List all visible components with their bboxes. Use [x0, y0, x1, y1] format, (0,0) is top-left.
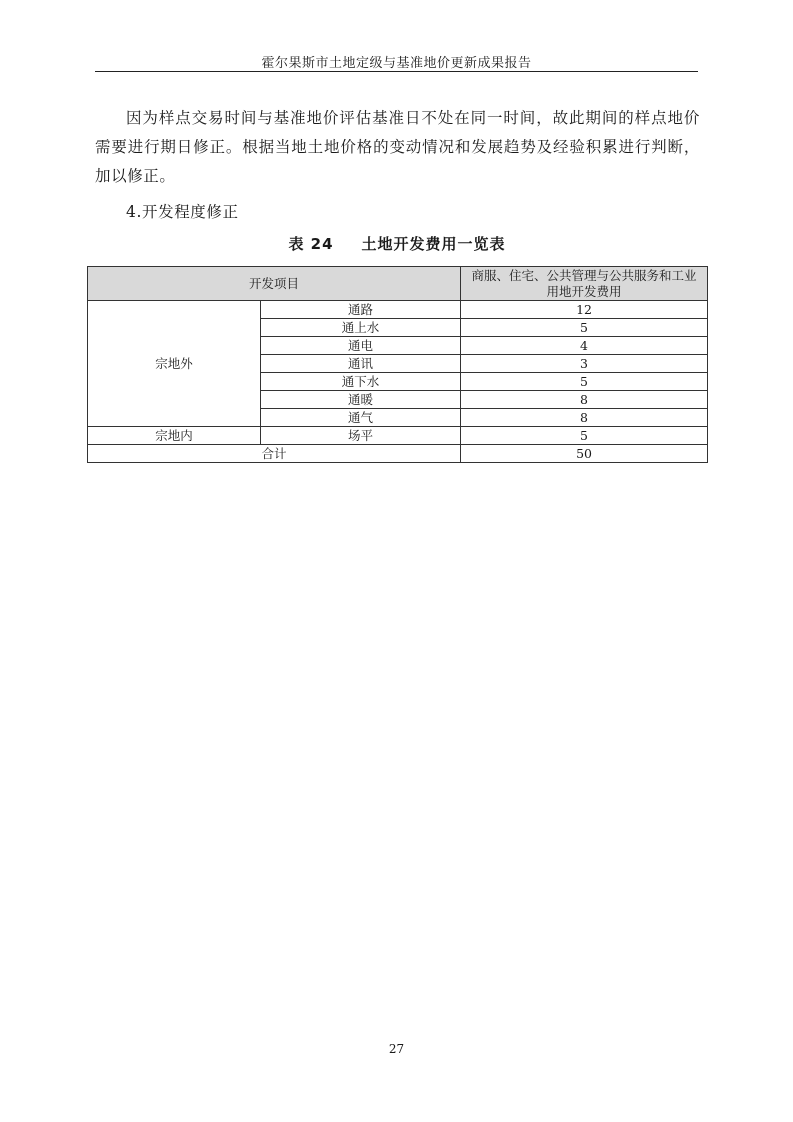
body-paragraph: 因为样点交易时间与基准地价评估基准日不处在同一时间，故此期间的样点地价需要进行期日修正。根据当地土地价格的变动情况和发展趋势及经验积累进行判断，加以修正。 — [95, 109, 700, 185]
row-item: 通电 — [261, 337, 461, 355]
group-inner-label: 宗地内 — [88, 427, 261, 445]
table-caption-title: 土地开发费用一览表 — [361, 235, 506, 253]
table-caption — [87, 233, 707, 254]
row-value: 12 — [461, 301, 708, 319]
table-row — [88, 301, 708, 319]
total-label: 合计 — [88, 445, 461, 463]
table-header-row — [88, 267, 708, 301]
total-value: 50 — [461, 445, 708, 463]
row-value: 4 — [461, 337, 708, 355]
row-item: 通气 — [261, 409, 461, 427]
row-item: 通下水 — [261, 373, 461, 391]
row-value: 3 — [461, 355, 708, 373]
row-item: 通上水 — [261, 319, 461, 337]
row-item: 通暖 — [261, 391, 461, 409]
header-divider — [95, 71, 698, 72]
table-row — [88, 427, 708, 445]
row-value: 8 — [461, 409, 708, 427]
table-caption-number: 表 24 — [288, 235, 334, 253]
row-value: 8 — [461, 391, 708, 409]
row-value: 5 — [461, 373, 708, 391]
row-item: 通路 — [261, 301, 461, 319]
page-number: 27 — [388, 1042, 405, 1056]
running-header-title: 霍尔果斯市土地定级与基准地价更新成果报告 — [261, 56, 532, 71]
header-item: 开发项目 — [88, 267, 461, 301]
section-heading: 4.开发程度修正 — [126, 203, 239, 221]
row-value: 5 — [461, 319, 708, 337]
table-total-row — [88, 445, 708, 463]
group-outer-label: 宗地外 — [88, 301, 261, 427]
development-cost-table — [87, 266, 708, 463]
header-cost: 商服、住宅、公共管理与公共服务和工业用地开发费用 — [461, 267, 708, 301]
row-item: 通讯 — [261, 355, 461, 373]
row-value: 5 — [461, 427, 708, 445]
row-item: 场平 — [261, 427, 461, 445]
